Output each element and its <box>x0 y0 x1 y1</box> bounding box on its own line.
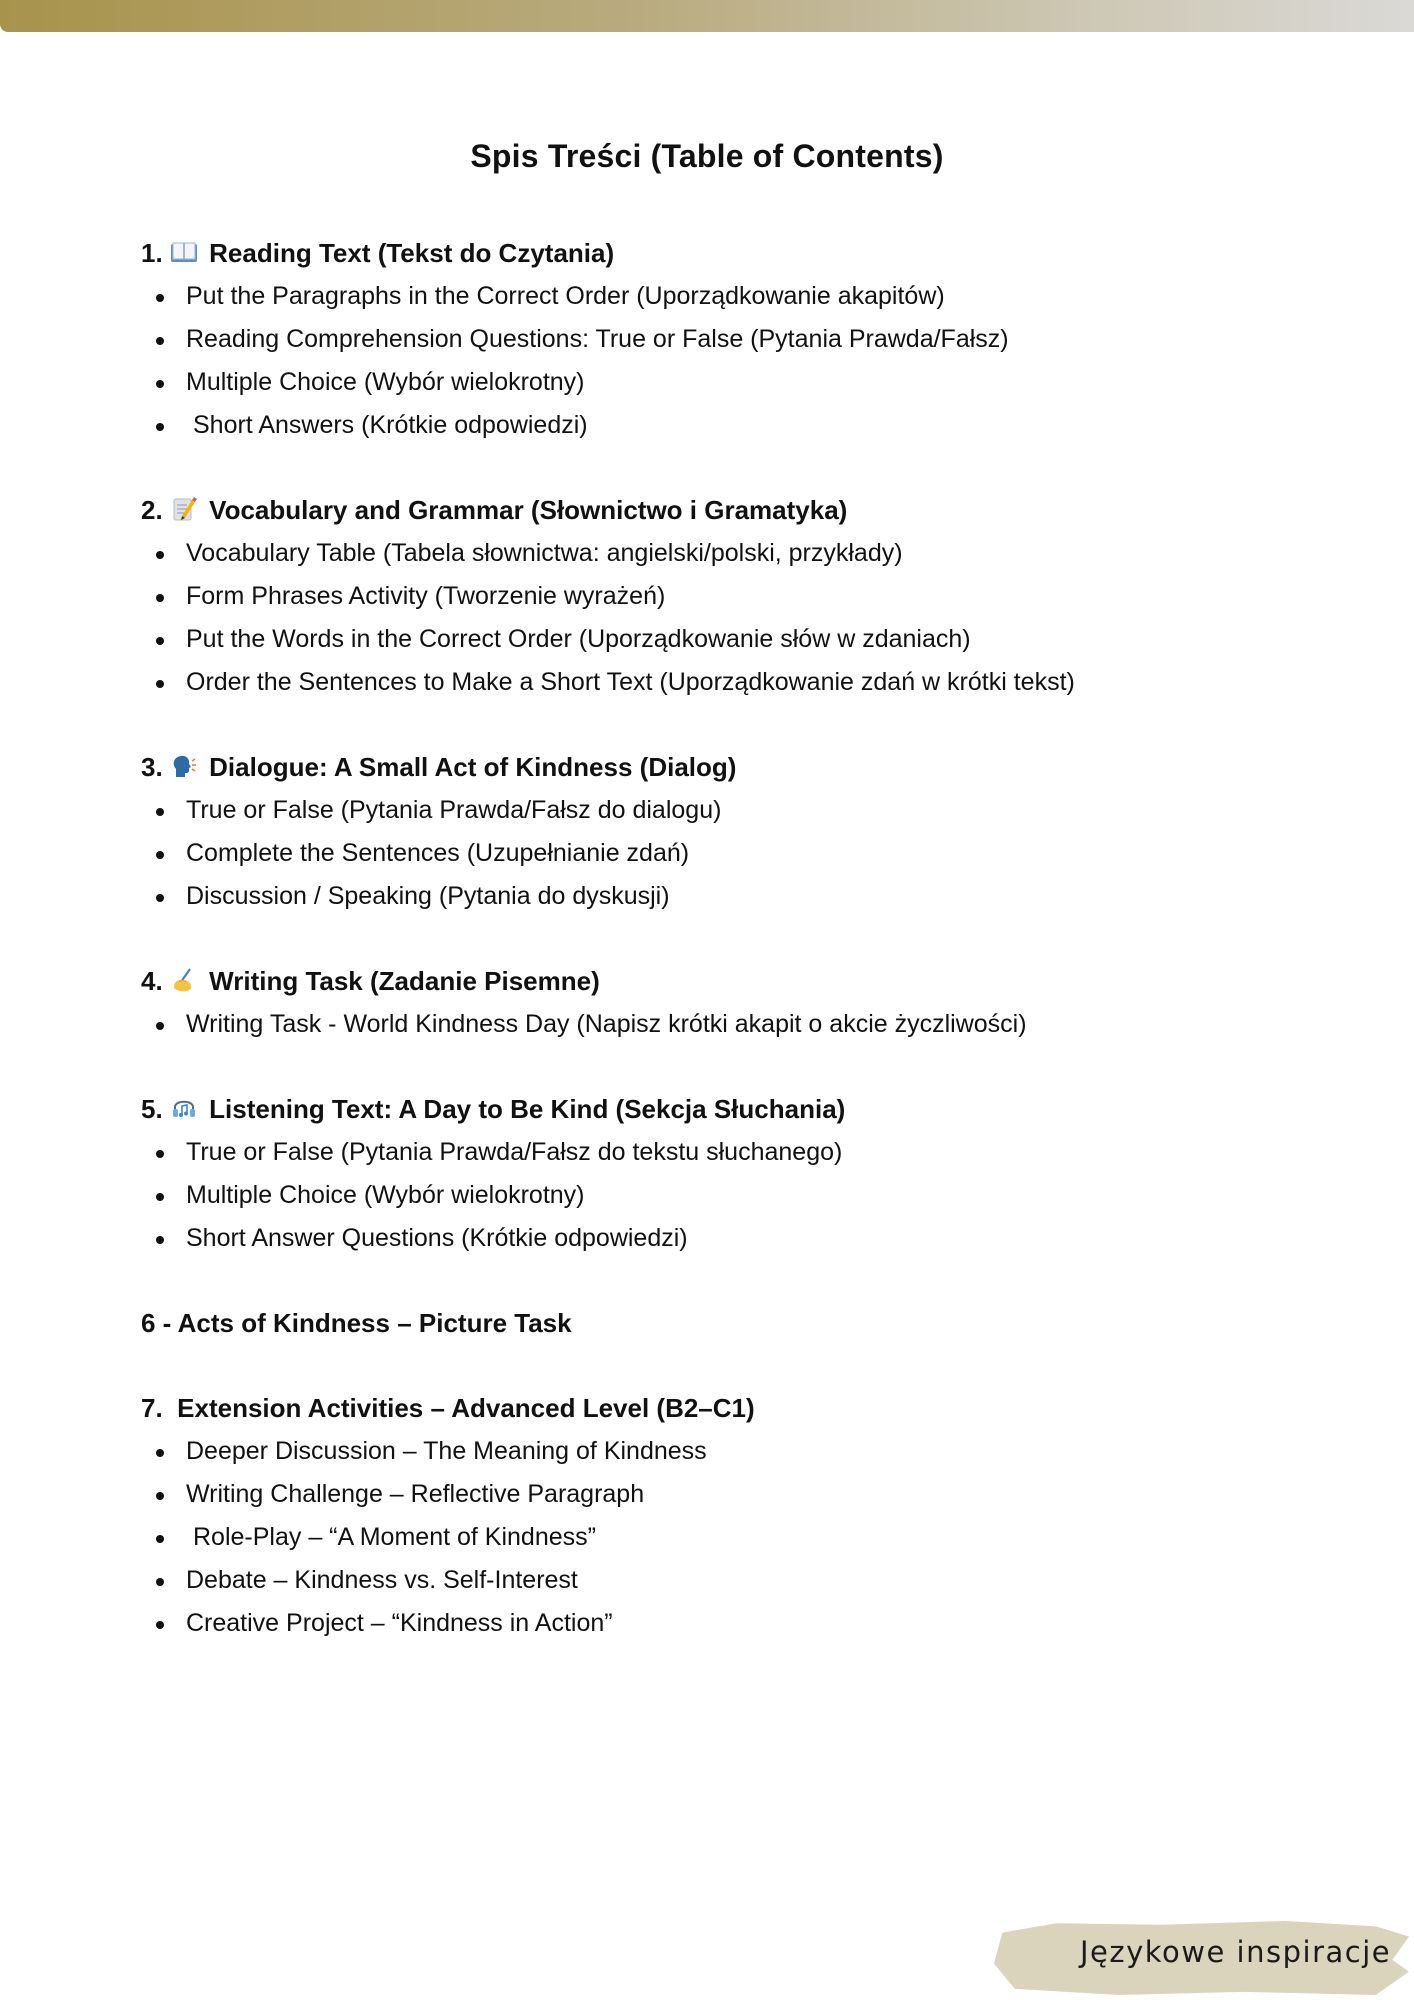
section-heading[interactable] <box>141 1387 1341 1430</box>
list-item[interactable] <box>141 1430 1341 1473</box>
top-decorative-bar <box>0 0 1414 32</box>
section-label: Dialogue: A Small Act of Kindness (Dialog) <box>209 752 737 782</box>
list-item[interactable] <box>141 789 1341 832</box>
section-number: 5. <box>141 1094 163 1124</box>
section-number: 6 - <box>141 1308 172 1338</box>
section-items <box>141 789 1341 918</box>
writing-hand-icon <box>170 967 198 993</box>
bullet-icon <box>156 851 164 859</box>
list-item[interactable] <box>141 1003 1341 1046</box>
toc-section-4 <box>141 960 1341 1046</box>
list-item[interactable] <box>141 404 1341 447</box>
section-heading[interactable] <box>141 1302 1341 1345</box>
list-item[interactable] <box>141 618 1341 661</box>
section-items <box>141 532 1341 704</box>
list-item[interactable] <box>141 275 1341 318</box>
bullet-icon <box>156 423 164 431</box>
list-item[interactable] <box>141 1516 1341 1559</box>
bullet-icon <box>156 294 164 302</box>
list-item[interactable] <box>141 532 1341 575</box>
item-text: Writing Challenge – Reflective Paragraph <box>186 1480 645 1508</box>
list-item[interactable] <box>141 1602 1341 1645</box>
bullet-icon <box>156 1492 164 1500</box>
section-label: Reading Text (Tekst do Czytania) <box>209 238 615 268</box>
bullet-icon <box>156 1621 164 1629</box>
section-items <box>141 1430 1341 1645</box>
item-text: Reading Comprehension Questions: True or False (Pytania Prawda/Fałsz) <box>186 325 1009 353</box>
section-number: 2. <box>141 495 163 525</box>
item-text: Form Phrases Activity (Tworzenie wyrażeń) <box>186 582 666 610</box>
toc-section-3 <box>141 746 1341 918</box>
toc-section-1 <box>141 232 1341 447</box>
list-item[interactable] <box>141 1217 1341 1260</box>
item-text: Creative Project – “Kindness in Action” <box>186 1609 613 1637</box>
section-number: 3. <box>141 752 163 782</box>
item-text: Writing Task - World Kindness Day (Napisz krótki akapit o akcie życzliwości) <box>186 1010 1027 1038</box>
open-book-icon <box>170 239 198 265</box>
bullet-icon <box>156 1535 164 1543</box>
section-number: 4. <box>141 966 163 996</box>
brand-logo <box>984 1905 1414 2000</box>
section-label: Acts of Kindness – Picture Task <box>177 1308 572 1338</box>
item-text: Role-Play – “A Moment of Kindness” <box>193 1523 596 1551</box>
bullet-icon <box>156 1022 164 1030</box>
item-text: Debate – Kindness vs. Self-Interest <box>186 1566 578 1594</box>
section-items <box>141 275 1341 447</box>
section-heading[interactable] <box>141 1088 1341 1131</box>
section-items <box>141 1003 1341 1046</box>
section-heading[interactable] <box>141 746 1341 789</box>
item-text: Short Answer Questions (Krótkie odpowiedzi) <box>186 1224 688 1252</box>
memo-icon <box>170 496 198 522</box>
brand-name: Językowe inspiracje <box>1080 1935 1392 1969</box>
table-of-contents <box>141 232 1341 1687</box>
item-text: True or False (Pytania Prawda/Fałsz do dialogu) <box>186 796 722 824</box>
bullet-icon <box>156 380 164 388</box>
bullet-icon <box>156 680 164 688</box>
bullet-icon <box>156 1236 164 1244</box>
item-text: Put the Words in the Correct Order (Uporządkowanie słów w zdaniach) <box>186 625 971 653</box>
toc-section-2 <box>141 489 1341 704</box>
bullet-icon <box>156 637 164 645</box>
section-number: 7. <box>141 1393 170 1423</box>
bullet-icon <box>156 337 164 345</box>
bullet-icon <box>156 594 164 602</box>
section-label: Listening Text: A Day to Be Kind (Sekcja Słuchania) <box>209 1094 846 1124</box>
toc-section-7 <box>141 1387 1341 1645</box>
toc-section-6 <box>141 1302 1341 1345</box>
bullet-icon <box>156 1449 164 1457</box>
section-label: Extension Activities – Advanced Level (B2–C1) <box>177 1393 755 1423</box>
item-text: True or False (Pytania Prawda/Fałsz do tekstu słuchanego) <box>186 1138 843 1166</box>
list-item[interactable] <box>141 318 1341 361</box>
toc-section-5 <box>141 1088 1341 1260</box>
section-number: 1. <box>141 238 163 268</box>
list-item[interactable] <box>141 661 1341 704</box>
section-heading[interactable] <box>141 489 1341 532</box>
list-item[interactable] <box>141 575 1341 618</box>
item-text: Multiple Choice (Wybór wielokrotny) <box>186 368 585 396</box>
bullet-icon <box>156 551 164 559</box>
item-text: Complete the Sentences (Uzupełnianie zdań) <box>186 839 690 867</box>
item-text: Discussion / Speaking (Pytania do dyskusji) <box>186 882 670 910</box>
bullet-icon <box>156 1150 164 1158</box>
list-item[interactable] <box>141 1174 1341 1217</box>
list-item[interactable] <box>141 875 1341 918</box>
item-text: Multiple Choice (Wybór wielokrotny) <box>186 1181 585 1209</box>
bullet-icon <box>156 808 164 816</box>
item-text: Order the Sentences to Make a Short Text (Uporządkowanie zdań w krótki tekst) <box>186 668 1075 696</box>
section-heading[interactable] <box>141 232 1341 275</box>
list-item[interactable] <box>141 1131 1341 1174</box>
bullet-icon <box>156 1193 164 1201</box>
list-item[interactable] <box>141 361 1341 404</box>
list-item[interactable] <box>141 832 1341 875</box>
item-text: Deeper Discussion – The Meaning of Kindness <box>186 1437 707 1465</box>
list-item[interactable] <box>141 1473 1341 1516</box>
item-text: Put the Paragraphs in the Correct Order (Uporządkowanie akapitów) <box>186 282 945 310</box>
speaking-head-icon <box>170 753 198 779</box>
list-item[interactable] <box>141 1559 1341 1602</box>
headphones-icon <box>170 1095 198 1121</box>
section-items <box>141 1131 1341 1260</box>
item-text: Vocabulary Table (Tabela słownictwa: angielski/polski, przykłady) <box>186 539 903 567</box>
section-label: Writing Task (Zadanie Pisemne) <box>209 966 600 996</box>
section-label: Vocabulary and Grammar (Słownictwo i Gramatyka) <box>209 495 848 525</box>
page-title: Spis Treści (Table of Contents) <box>470 138 944 174</box>
section-heading[interactable] <box>141 960 1341 1003</box>
item-text: Short Answers (Krótkie odpowiedzi) <box>193 411 588 439</box>
bullet-icon <box>156 894 164 902</box>
bullet-icon <box>156 1578 164 1586</box>
